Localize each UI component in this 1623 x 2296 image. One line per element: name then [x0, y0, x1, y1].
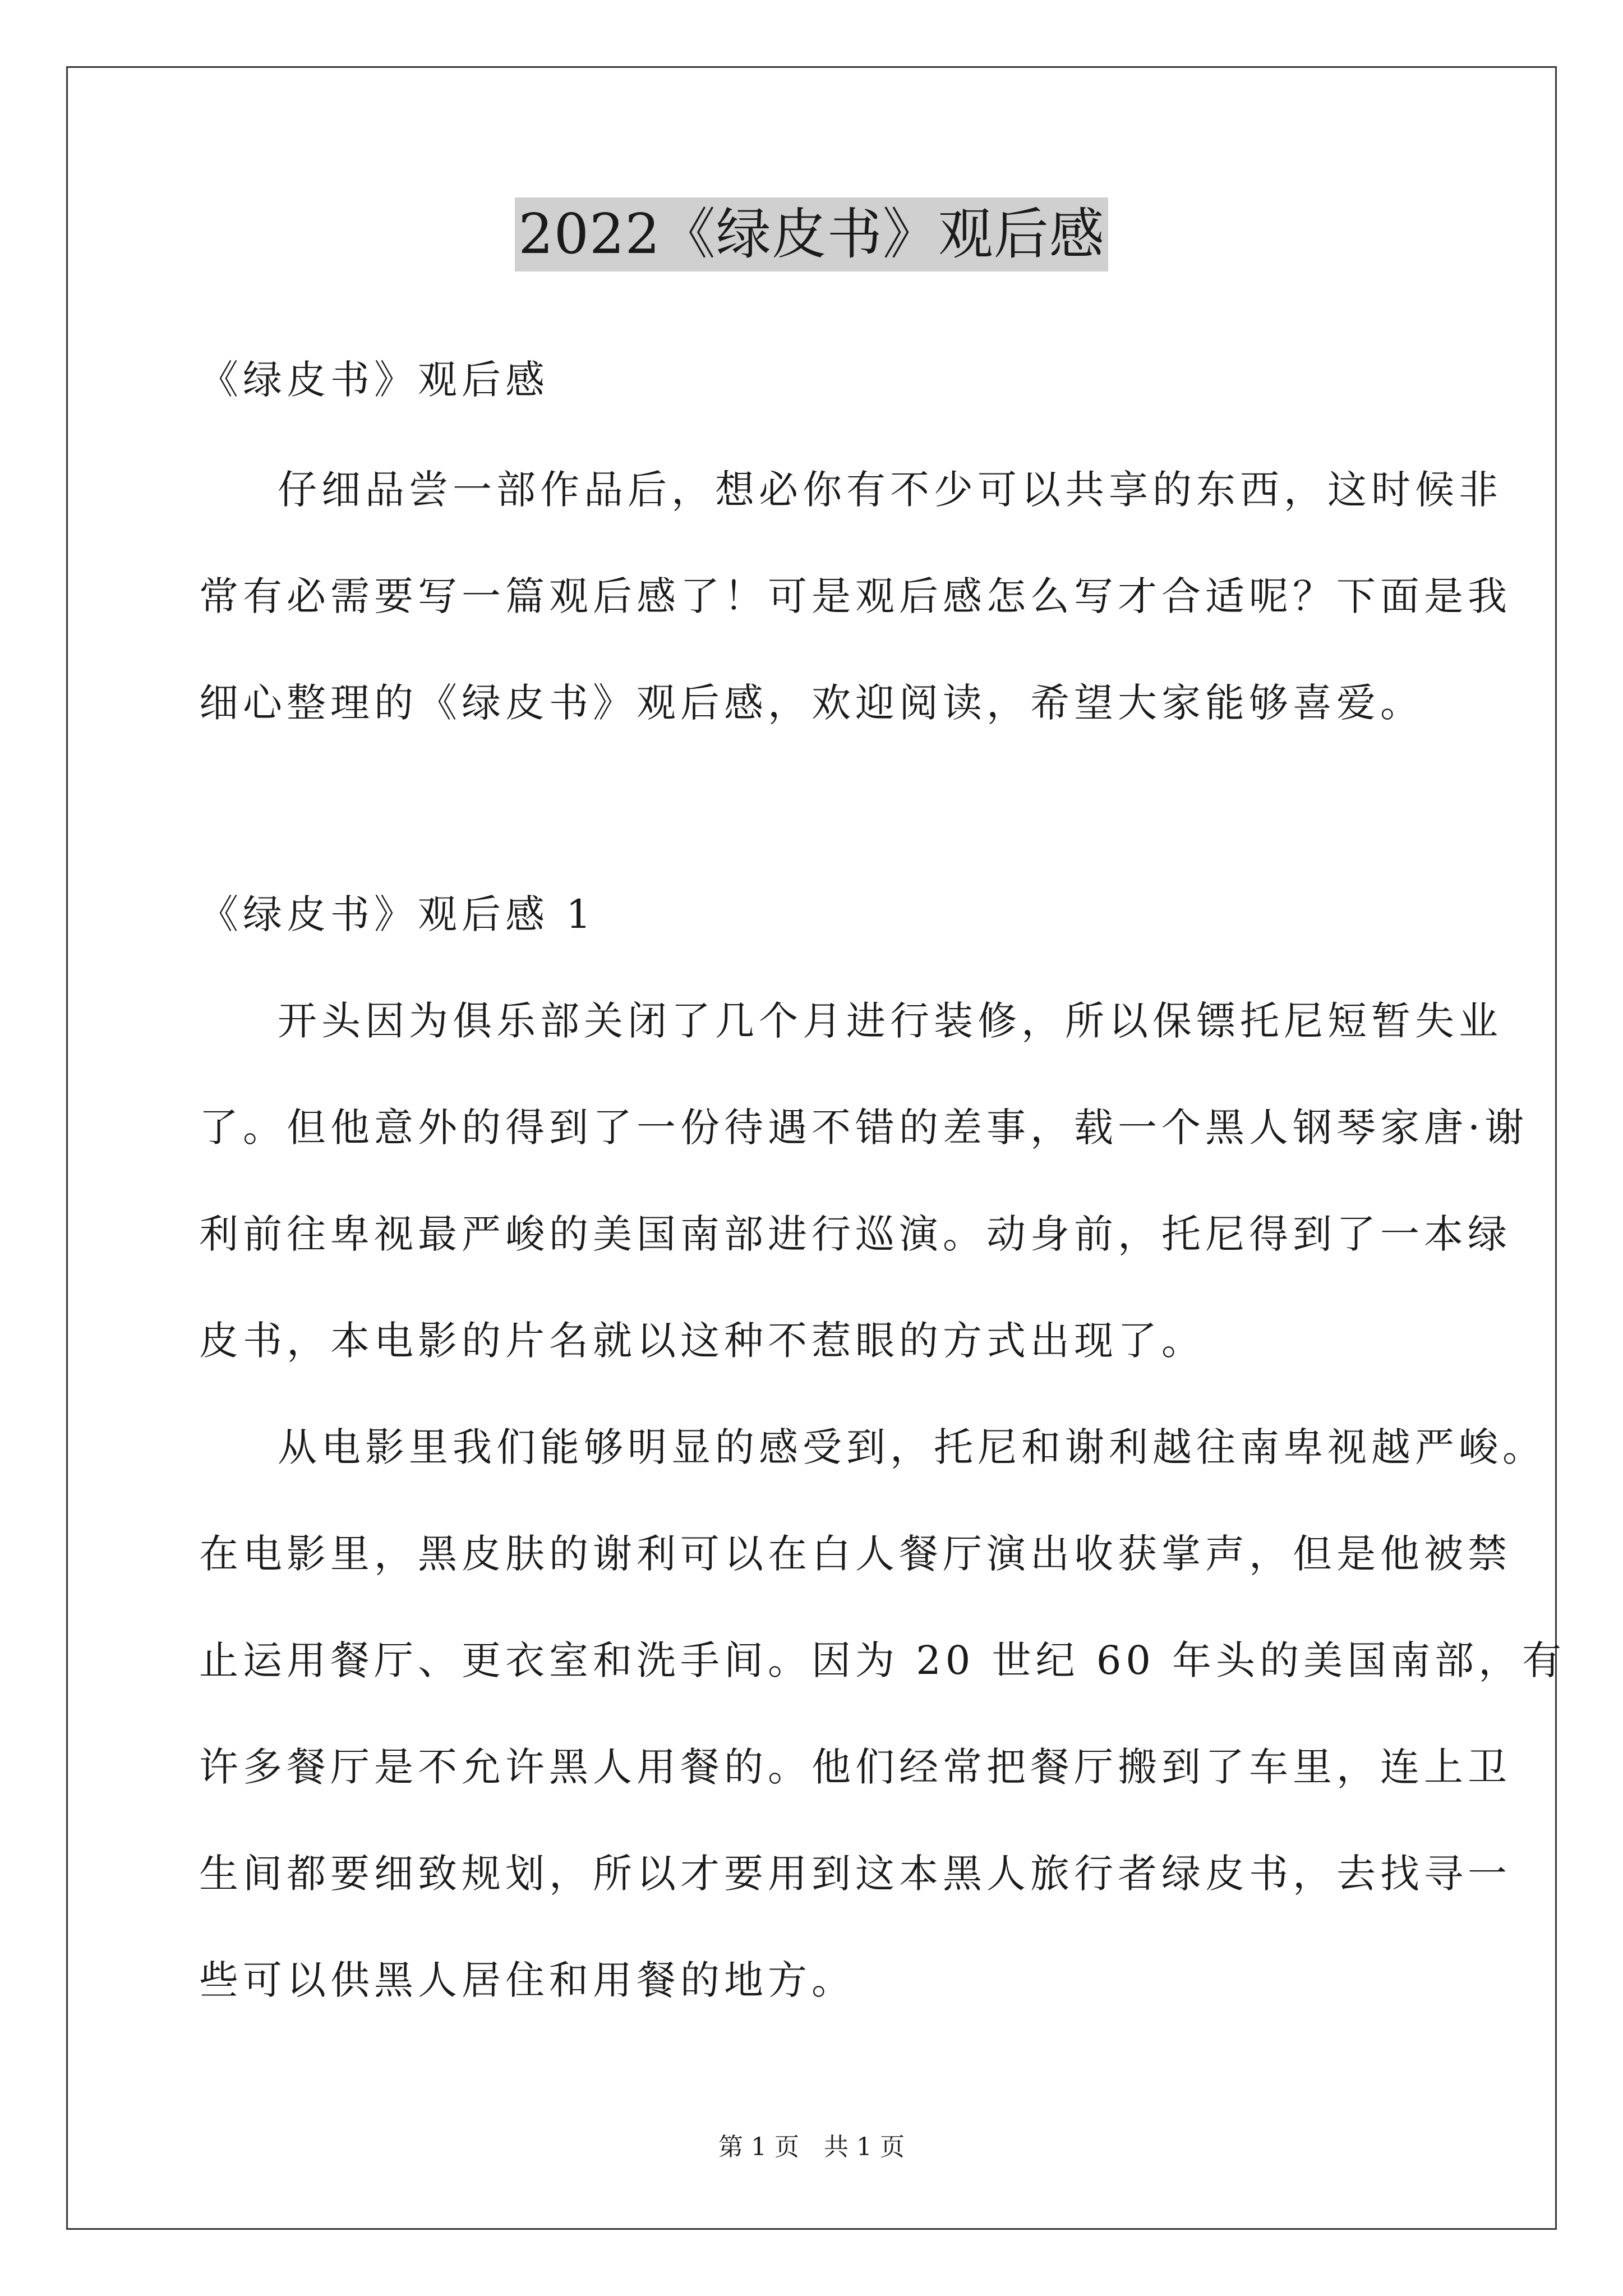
paragraph-line: 利前往卑视最严峻的美国南部进行巡演。动身前，托尼得到了一本绿	[199, 1211, 1511, 1257]
paragraph-line: 在电影里，黑皮肤的谢利可以在白人餐厅演出收获掌声，但是他被禁	[199, 1531, 1511, 1577]
paragraph-line: 仔细品尝一部作品后，想必你有不少可以共享的东西，这时候非	[278, 467, 1502, 513]
paragraph-line: 止运用餐厅、更衣室和洗手间。因为 20 世纪 60 年头的美国南部，有	[199, 1637, 1566, 1683]
paragraph-line: 生间都要细致规划，所以才要用到这本黑人旅行者绿皮书，去找寻一	[199, 1851, 1511, 1897]
document-title: 2022《绿皮书》观后感	[515, 197, 1108, 272]
paragraph-line: 从电影里我们能够明显的感受到，托尼和谢利越往南卑视越严峻。	[278, 1424, 1546, 1470]
page-number-footer: 第 1 页 共 1 页	[718, 2133, 905, 2161]
title-container	[0, 197, 1623, 272]
paragraph-line: 细心整理的《绿皮书》观后感，欢迎阅读，希望大家能够喜爱。	[199, 680, 1424, 726]
paragraph-line: 许多餐厅是不允许黑人用餐的。他们经常把餐厅搬到了车里，连上卫	[199, 1744, 1511, 1790]
paragraph-line: 了。但他意外的得到了一份待遇不错的差事，载一个黑人钢琴家唐·谢	[199, 1105, 1529, 1151]
section-heading: 《绿皮书》观后感 1	[199, 891, 596, 937]
paragraph-line: 开头因为俱乐部关闭了几个月进行装修，所以保镖托尼短暂失业	[278, 998, 1502, 1044]
intro-heading: 《绿皮书》观后感	[199, 357, 549, 403]
paragraph-line: 皮书，本电影的片名就以这种不惹眼的方式出现了。	[199, 1318, 1205, 1364]
paragraph-line: 些可以供黑人居住和用餐的地方。	[199, 1957, 855, 2003]
paragraph-line: 常有必需要写一篇观后感了！可是观后感怎么写才合适呢？下面是我	[199, 573, 1511, 619]
